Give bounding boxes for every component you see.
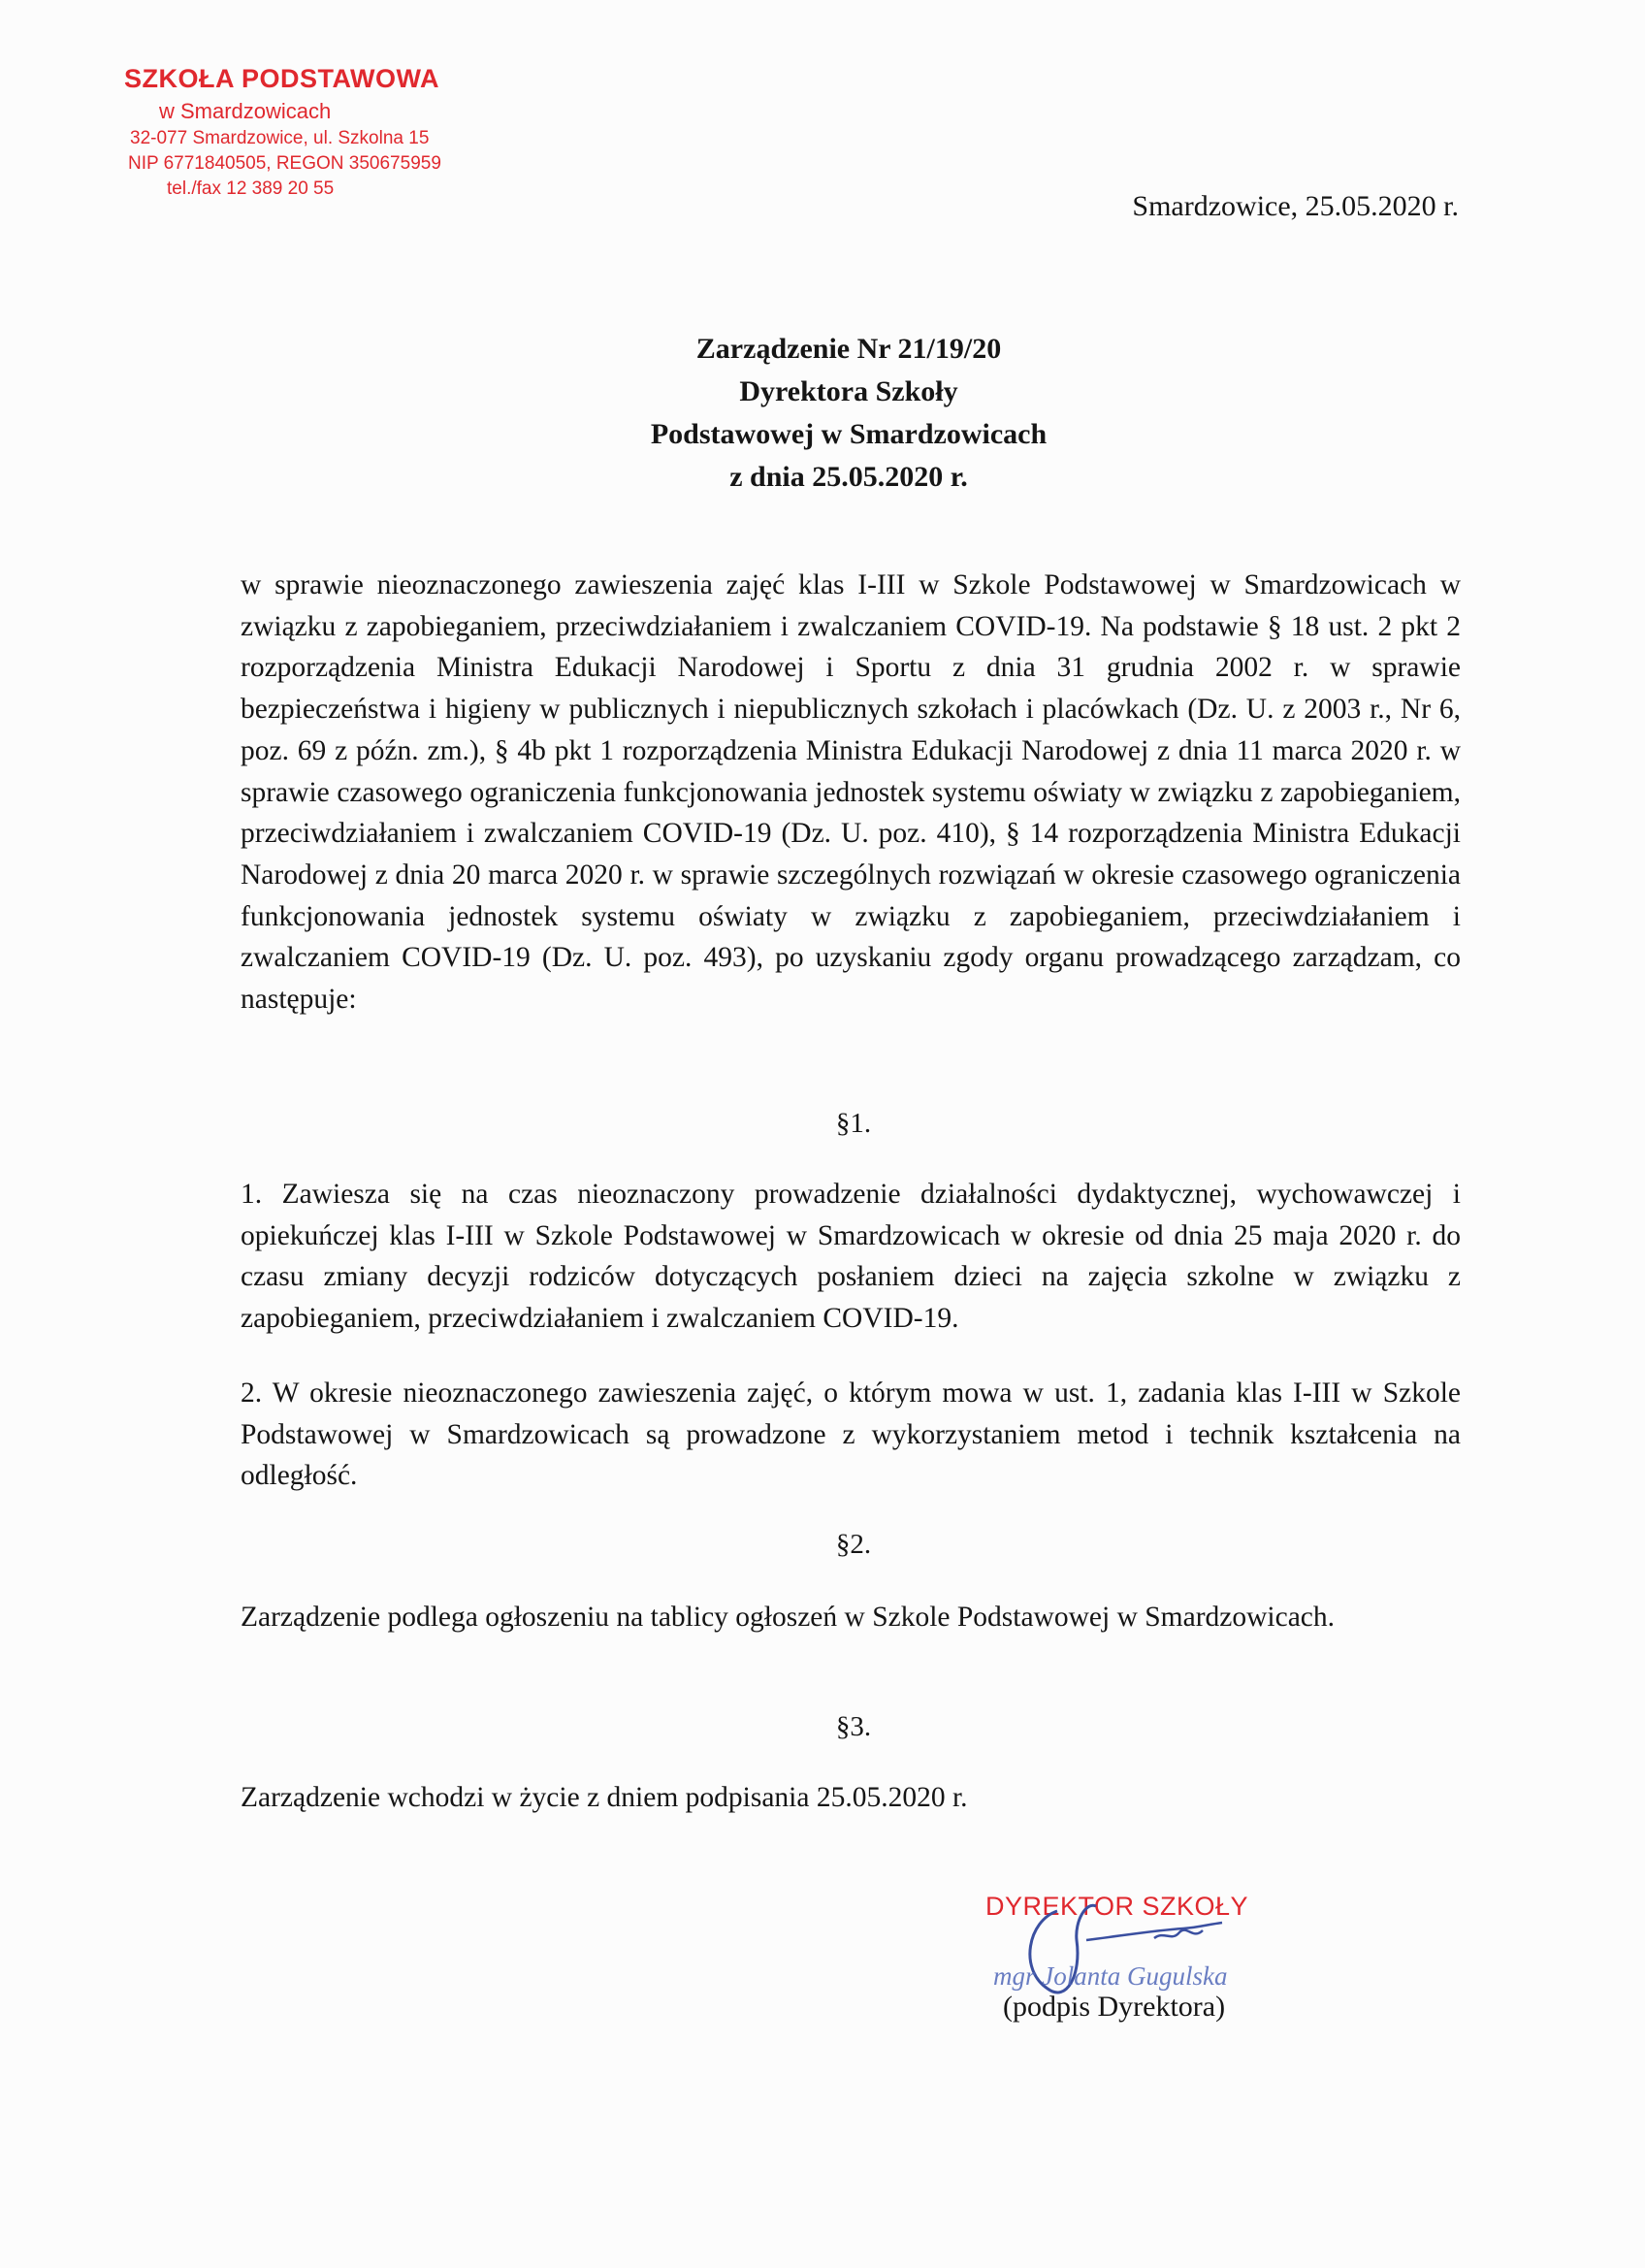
document-title — [0, 328, 1645, 499]
title-line-3: Podstawowej w Smardzowicach — [650, 418, 1048, 450]
title-line-2: Dyrektora Szkoły — [739, 375, 958, 407]
stamp-phone: tel./fax 12 389 20 55 — [167, 178, 335, 199]
director-stamp: DYREKTOR SZKOŁY — [985, 1892, 1249, 1921]
stamp-school-name: SZKOŁA PODSTAWOWA — [124, 64, 439, 93]
stamp-school-location: w Smardzowicach — [159, 99, 332, 123]
section-3-heading: §3. — [835, 1711, 872, 1742]
section-2-text: Zarządzenie podlega ogłoszeniu na tablicy ogłoszeń w Szkole Podstawowej w Smardzowicach. — [241, 1602, 1336, 1633]
signature-caption: (podpis Dyrektora) — [1003, 1991, 1226, 2023]
section-1-paragraph-1: 1. Zawiesza się na czas nieoznaczony prowadzenie działalności dydaktycznej, wychowawczej i opiekuńczej klas I-III w Szkole Podstawowej w Smardzowicach w okresie od dnia 25 maja 2020 r. do czasu zmiany decyzji rodziców dotyczących posłaniem dzieci na zajęcia szkolne w związku z zapobieganiem, przeciwdziałaniem i zwalczaniem COVID-19. — [241, 1179, 1461, 1335]
director-name: mgr Jolanta Gugulska — [993, 1961, 1228, 1991]
title-line-4: z dnia 25.05.2020 r. — [729, 461, 968, 493]
section-3-text: Zarządzenie wchodzi w życie z dniem podpisania 25.05.2020 r. — [241, 1782, 968, 1813]
section-2-heading: §2. — [835, 1529, 872, 1560]
place-date: Smardzowice, 25.05.2020 r. — [1132, 190, 1459, 222]
school-stamp — [114, 64, 483, 219]
title-line-1: Zarządzenie Nr 21/19/20 — [695, 333, 1002, 365]
section-1-heading: §1. — [835, 1108, 872, 1139]
section-1-paragraph-2: 2. W okresie nieoznaczonego zawieszenia zajęć, o którym mowa w ust. 1, zadania klas I-III w Szkole Podstawowej w Smardzowicach są prowadzone z wykorzystaniem metod i technik kształcenia na odległość. — [241, 1377, 1461, 1492]
preamble-paragraph: w sprawie nieoznaczonego zawieszenia zajęć klas I-III w Szkole Podstawowej w Smardzowicach w związku z zapobieganiem, przeciwdziałaniem i zwalczaniem COVID-19. Na podstawie § 18 ust. 2 pkt 2 rozporządzenia Ministra Edukacji Narodowej i Sportu z dnia 31 grudnia 2002 r. w sprawie bezpieczeństwa i higieny w publicznych i niepublicznych szkołach i placówkach (Dz. U. z 2003 r., Nr 6, poz. 69 z późn. zm.), § 4b pkt 1 rozporządzenia Ministra Edukacji Narodowej z dnia 11 marca 2020 r. w sprawie czasowego ograniczenia funkcjonowania jednostek systemu oświaty w związku z zapobieganiem, przeciwdziałaniem i zwalczaniem COVID-19 (Dz. U. poz. 410), § 14 rozporządzenia Ministra Edukacji Narodowej z dnia 20 marca 2020 r. w sprawie szczególnych rozwiązań w okresie czasowego ograniczenia funkcjonowania jednostek systemu oświaty w związku z zapobieganiem, przeciwdziałaniem i zwalczaniem COVID-19 (Dz. U. poz. 493), po uzyskaniu zgody organu prowadzącego zarządzam, co następuje: — [241, 569, 1461, 1016]
stamp-nip-regon: NIP 6771840505, REGON 350675959 — [128, 153, 441, 174]
stamp-address: 32-077 Smardzowice, ul. Szkolna 15 — [130, 128, 430, 148]
